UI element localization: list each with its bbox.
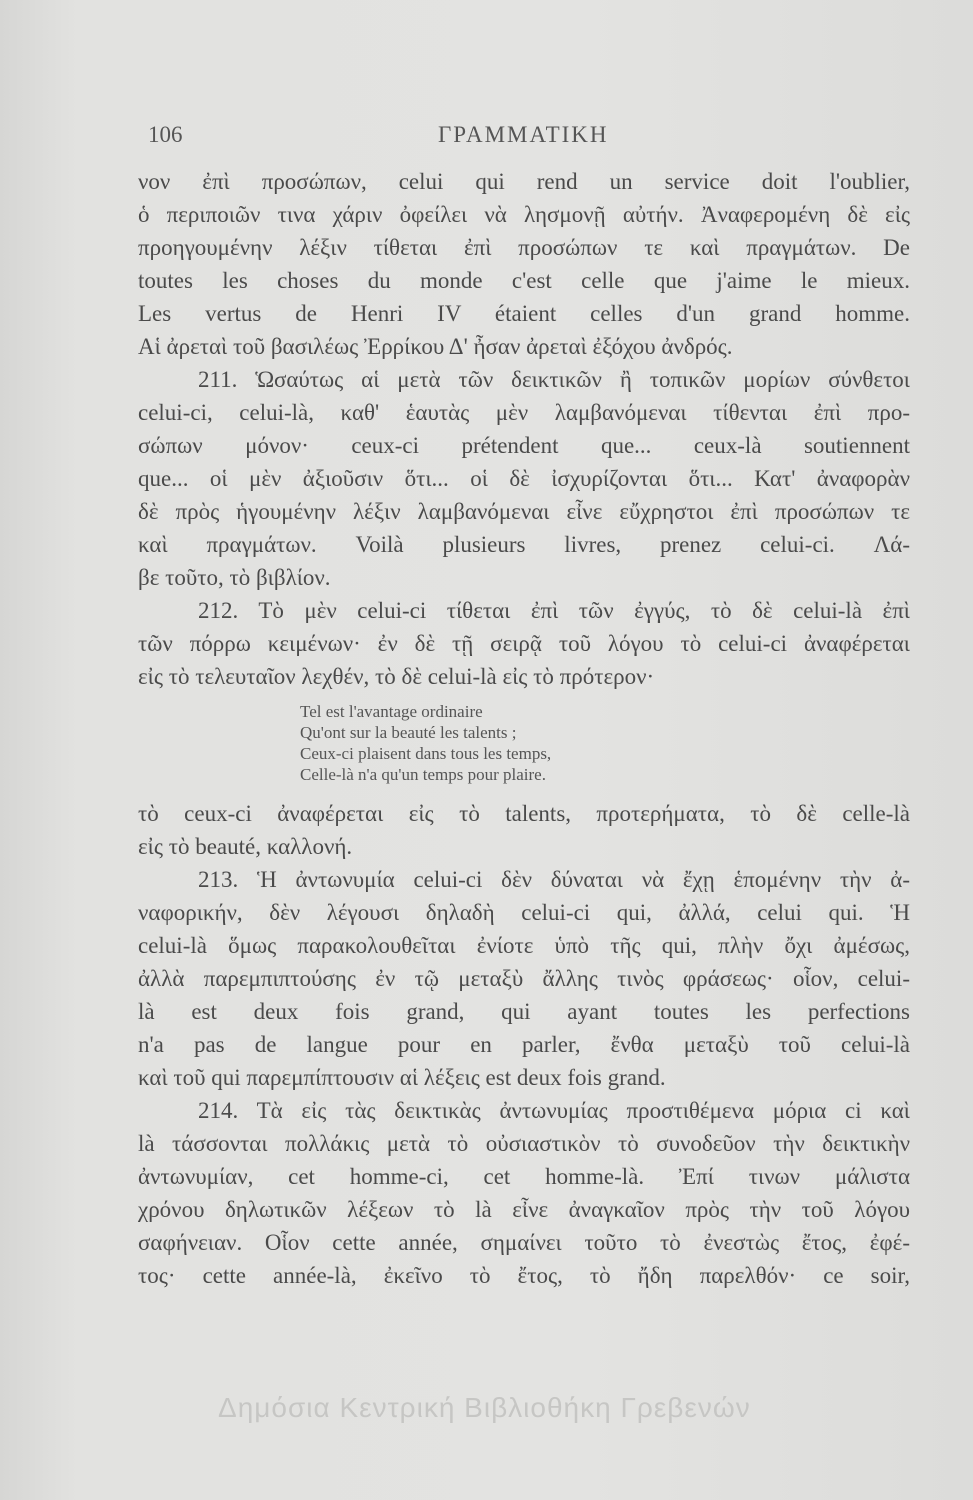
text-line: τὸ ceux-ci ἀναφέρεται εἰς τὸ talents, προτερήματα, τὸ δὲ celle-là	[138, 801, 910, 826]
text-line: là est deux fois grand, qui ayant toutes les perfections	[138, 999, 910, 1024]
body-text	[138, 165, 910, 1292]
text-line: toutes les choses du monde c'est celle que j'aime le mieux.	[138, 268, 910, 293]
paragraph-211-line: 211. Ὡσαύτως αἱ μετὰ τῶν δεικτικῶν ἢ τοπικῶν μορίων σύνθετοι	[198, 367, 910, 392]
poem-line: Qu'ont sur la beauté les talents ;	[300, 723, 517, 742]
paragraph-214-line: 214. Τὰ εἰς τὰς δεικτικὰς ἀντωνυμίας προστιθέμενα μόρια ci καὶ	[198, 1098, 910, 1123]
text-line: βε τοῦτο, τὸ βιβλίον.	[138, 565, 331, 590]
text-line: σώπων μόνον· ceux-ci prétendent que... ceux-là soutiennent	[138, 433, 910, 458]
text-line: χρόνου δηλωτικῶν λέξεων τὸ là εἶνε ἀναγκαῖον πρὸς τὴν τοῦ λόγου	[138, 1197, 910, 1222]
text-line: ναφορικήν, δὲν λέγουσι δηλαδὴ celui-ci qui, ἀλλά, celui qui. Ἡ	[138, 900, 910, 925]
poem-quote	[300, 701, 910, 785]
text-line: σαφήνειαν. Οἷον cette année, σημαίνει τοῦτο τὸ ἐνεστὼς ἔτος, ἐφέ-	[138, 1230, 910, 1255]
text-line: celui-là ὅμως παρακολουθεῖται ἐνίοτε ὑπὸ τῆς qui, πλὴν ὄχι ἀμέσως,	[138, 933, 910, 958]
text-line: τος· cette année-là, ἐκεῖνο τὸ ἔτος, τὸ ἤδη παρελθόν· ce soir,	[138, 1263, 910, 1288]
paragraph-213-line: 213. Ἡ ἀντωνυμία celui-ci δὲν δύναται νὰ ἔχῃ ἑπομένην τὴν ἀ-	[198, 867, 910, 892]
text-line: celui-ci, celui-là, καθ' ἑαυτὰς μὲν λαμβανόμεναι τίθενται ἐπὶ προ-	[138, 400, 910, 425]
poem-line: Tel est l'avantage ordinaire	[300, 702, 483, 721]
library-watermark: Δημόσια Κεντρική Βιβλιοθήκη Γρεβενών	[218, 1392, 751, 1423]
page-header	[148, 122, 908, 156]
text-line: τῶν πόρρω κειμένων· ἐν δὲ τῇ σειρᾷ τοῦ λόγου τὸ celui-ci ἀναφέρεται	[138, 631, 910, 656]
text-line: καὶ πραγμάτων. Voilà plusieurs livres, prenez celui-ci. Λά-	[138, 532, 910, 557]
text-line: Les vertus de Henri IV étaient celles d'un grand homme.	[138, 301, 910, 326]
text-line: ἀλλὰ παρεμπιπτούσης ἐν τῷ μεταξὺ ἄλλης τινὸς φράσεως· οἷον, celui-	[138, 966, 910, 991]
text-line: Αἱ ἀρεταὶ τοῦ βασιλέως Ἐρρίκου Δ' ἦσαν ἀρεταὶ ἐξόχου ἀνδρός.	[138, 334, 733, 359]
text-line: ἀντωνυμίαν, cet homme-ci, cet homme-là. Ἐπί τινων μάλιστα	[138, 1164, 910, 1189]
text-line: εἰς τὸ beauté, καλλονή.	[138, 834, 353, 859]
poem-line: Ceux-ci plaisent dans tous les temps,	[300, 744, 552, 763]
text-line: que... οἱ μὲν ἀξιοῦσιν ὅτι... οἱ δὲ ἰσχυρίζονται ὅτι... Κατ' ἀναφορὰν	[138, 466, 910, 491]
text-line: νον ἐπὶ προσώπων, celui qui rend un service doit l'oublier,	[138, 169, 910, 194]
text-line: ὁ περιποιῶν τινα χάριν ὀφείλει νὰ λησμονῇ αὐτήν. Ἀναφερομένη δὲ εἰς	[138, 202, 910, 227]
poem-line: Celle-là n'a qu'un temps pour plaire.	[300, 765, 546, 784]
paragraph-212-line: 212. Τὸ μὲν celui-ci τίθεται ἐπὶ τῶν ἐγγύς, τὸ δὲ celui-là ἐπὶ	[198, 598, 910, 623]
text-line: δὲ πρὸς ἡγουμένην λέξιν λαμβανόμεναι εἶνε εὔχρηστοι ἐπὶ προσώπων τε	[138, 499, 910, 524]
text-line: là τάσσονται πολλάκις μετὰ τὸ οὐσιαστικὸν τὸ συνοδεῦον τὴν δεικτικὴν	[138, 1131, 910, 1156]
text-line: προηγουμένην λέξιν τίθεται ἐπὶ προσώπων τε καὶ πραγμάτων. De	[138, 235, 910, 260]
page-number: 106	[148, 122, 183, 147]
text-line: n'a pas de langue pour en parler, ἔνθα μεταξὺ τοῦ celui-là	[138, 1032, 910, 1057]
running-title: ΓΡΑΜΜΑΤΙΚΗ	[438, 122, 609, 147]
text-line: εἰς τὸ τελευταῖον λεχθέν, τὸ δὲ celui-là εἰς τὸ πρότερον·	[138, 664, 655, 689]
text-line: καὶ τοῦ qui παρεμπίπτουσιν αἱ λέξεις est deux fois grand.	[138, 1065, 666, 1090]
